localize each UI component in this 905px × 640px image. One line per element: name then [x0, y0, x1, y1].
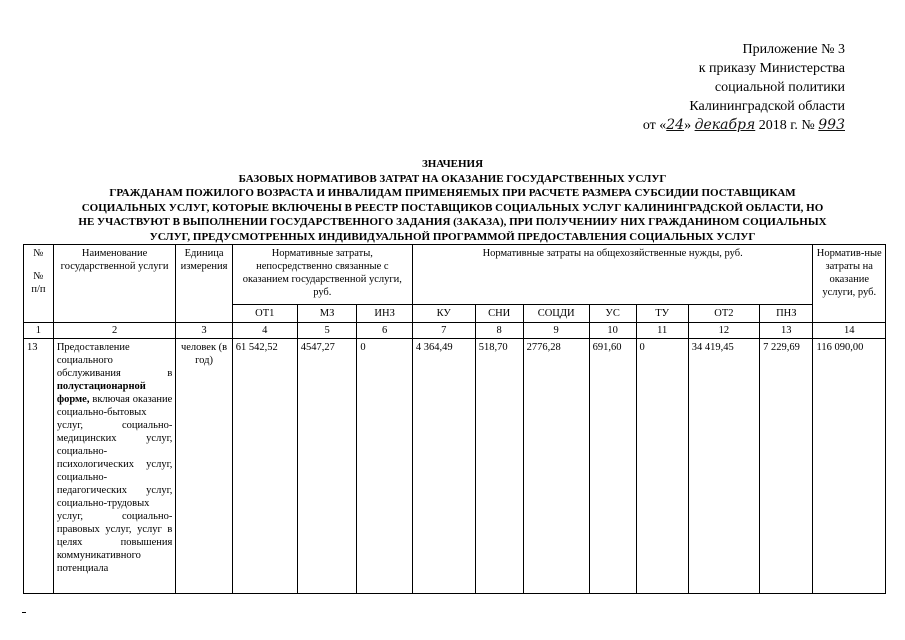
subheader-pnz: ПНЗ [760, 305, 813, 323]
value-mz: 4547,27 [297, 339, 357, 594]
cost-standards-table [23, 244, 886, 594]
value-pnz: 7 229,69 [760, 339, 813, 594]
header-service-name: Наименование государственной услуги [53, 245, 176, 323]
column-number: 2 [53, 323, 176, 339]
page-edge-mark [22, 612, 26, 613]
header-num [24, 245, 54, 323]
title-line: ГРАЖДАНАМ ПОЖИЛОГО ВОЗРАСТА И ИНВАЛИДАМ ПРИМЕНЯЕМЫХ ПРИ РАСЧЕТЕ РАЗМЕРА СУБСИДИИ ПОСТАВЩИКАМ [109, 187, 796, 199]
subheader-socdi: СОЦДИ [523, 305, 589, 323]
service-description [53, 339, 176, 594]
column-number: 7 [412, 323, 475, 339]
value-inz: 0 [357, 339, 412, 594]
order-number-handwritten: 993 [818, 117, 845, 133]
appendix-line: Приложение № 3 [742, 42, 845, 57]
header-general-costs: Нормативные затраты на общехозяйственные нужды, руб. [412, 245, 813, 305]
column-number: 11 [636, 323, 688, 339]
subheader-sni: СНИ [475, 305, 523, 323]
value-ku: 4 364,49 [412, 339, 475, 594]
description-bold-text: полустационарной форме, [56, 381, 146, 405]
title-line: БАЗОВЫХ НОРМАТИВОВ ЗАТРАТ НА ОКАЗАНИЕ ГОСУДАРСТВЕННЫХ УСЛУГ [238, 172, 667, 185]
header-row [24, 245, 886, 305]
subheader-ku: КУ [412, 305, 475, 323]
value-us: 691,60 [589, 339, 636, 594]
title-line: ЗНАЧЕНИЯ [421, 158, 484, 170]
appendix-line: к приказу Министерства [698, 61, 845, 76]
date-year: 2018 г. № [755, 118, 819, 133]
value-tu: 0 [636, 339, 688, 594]
column-number: 6 [357, 323, 412, 339]
column-number-row [24, 323, 886, 339]
header-unit: Единица измерения [176, 245, 232, 323]
subheader-mz: МЗ [297, 305, 357, 323]
date-sep: » [684, 118, 695, 133]
title-line: НЕ УЧАСТВУЮТ В ВЫПОЛНЕНИИ ГОСУДАРСТВЕННОГО ЗАДАНИЯ (ЗАКАЗА), ПРИ ПОЛУЧЕНИИУ НИХ ГРАЖДАНИНОМ СОЦИАЛЬНЫХ [78, 216, 827, 228]
value-ot1: 61 542,52 [232, 339, 297, 594]
column-number: 4 [232, 323, 297, 339]
date-day-handwritten: 24 [666, 117, 685, 133]
column-number: 9 [523, 323, 589, 339]
subheader-tu: ТУ [636, 305, 688, 323]
order-date-line [525, 116, 845, 135]
row-number: 13 [24, 339, 54, 594]
column-number: 8 [475, 323, 523, 339]
title-line: УСЛУГ, ПРЕДУСМОТРЕННЫХ ИНДИВИДУАЛЬНОЙ ПРОГРАММОЙ ПРЕДОСТАВЛЕНИЯ СОЦИАЛЬНЫХ УСЛУГ [149, 230, 756, 243]
date-prefix: от « [642, 118, 667, 133]
header-num-text: № [33, 271, 44, 282]
appendix-line: социальной политики [714, 80, 845, 95]
appendix-block [525, 40, 845, 135]
column-number: 12 [688, 323, 759, 339]
header-num-text: п/п [31, 284, 46, 295]
value-sni: 518,70 [475, 339, 523, 594]
table-row [24, 339, 886, 594]
column-number: 1 [24, 323, 54, 339]
row-unit: человек (в год) [176, 339, 232, 594]
subheader-ot1: ОТ1 [232, 305, 297, 323]
document-title [24, 157, 881, 244]
value-total: 116 090,00 [813, 339, 886, 594]
value-ot2: 34 419,45 [688, 339, 759, 594]
column-number: 14 [813, 323, 886, 339]
column-number: 5 [297, 323, 357, 339]
appendix-line: Калининградской области [689, 99, 845, 114]
header-num-text: № [33, 248, 44, 259]
header-direct-costs: Нормативные затраты, непосредственно связанные с оказанием государственной услуги, руб. [232, 245, 412, 305]
description-text: включая оказание социально-бытовых услуг, социально-медицинских услуг, социально-психологических услуг, социально-педагогических услуг, социально-трудовых услуг, социально-правовых услуг, услуг в целях повышения коммуникативного потенциала [56, 394, 173, 574]
date-month-handwritten: декабря [694, 117, 756, 133]
column-number: 3 [176, 323, 232, 339]
subheader-us: УС [589, 305, 636, 323]
description-text: Предоставление социального обслуживания в [56, 342, 173, 379]
column-number: 10 [589, 323, 636, 339]
column-number: 13 [760, 323, 813, 339]
value-socdi: 2776,28 [523, 339, 589, 594]
header-total-costs: Норматив-ные затраты на оказание услуги, руб. [813, 245, 886, 323]
title-line: СОЦИАЛЬНЫХ УСЛУГ, КОТОРЫЕ ВКЛЮЧЕНЫ В РЕЕСТР ПОСТАВЩИКОВ СОЦИАЛЬНЫХ УСЛУГ КАЛИНИНГРАДСКОЙ ОБЛАСТИ, НО [81, 201, 824, 214]
subheader-ot2: ОТ2 [688, 305, 759, 323]
subheader-inz: ИНЗ [357, 305, 412, 323]
